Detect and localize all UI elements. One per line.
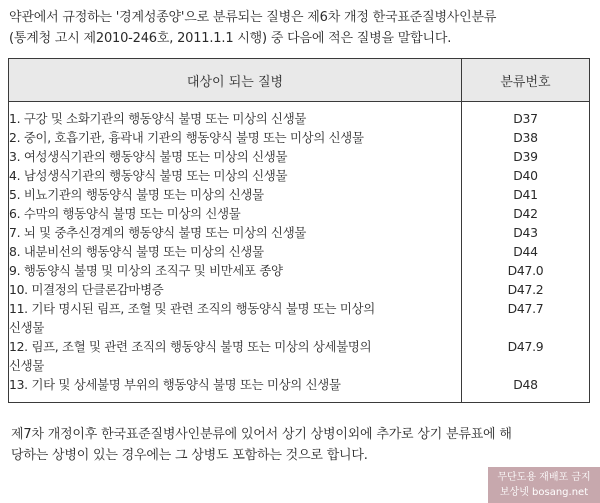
code-column-header: 분류번호 [462,59,590,102]
disease-item-line: 9. 행동양식 불명 및 미상의 조직구 및 비만세포 종양 [9,263,283,278]
disease-item [9,299,461,337]
disease-code: D47.2 [507,282,544,297]
disease-item [9,223,461,242]
disease-code: D38 [513,130,538,145]
disease-item [9,375,461,402]
disease-code: D41 [513,187,538,202]
disease-list-cell [9,102,462,403]
disease-code-table [8,58,590,403]
disease-code: D40 [513,168,538,183]
footer-note [11,424,593,466]
disease-item-line: 8. 내분비선의 행동양식 불명 또는 미상의 신생물 [9,244,264,259]
disease-item [9,280,461,299]
disease-item-line: 10. 미결정의 단클론감마병증 [9,282,164,297]
disease-item-line: 신생물 [9,320,45,335]
disease-item-line: 4. 남성생식기관의 행동양식 불명 또는 미상의 신생물 [9,168,288,183]
disease-item [9,185,461,204]
watermark-line: 보상넷 bosang.net [499,487,589,498]
disease-code: D47.9 [507,339,544,354]
intro-paragraph [9,7,594,49]
intro-line: 약관에서 규정하는 '경계성종양'으로 분류되는 질병은 제6차 개정 한국표준질병사인분류 [9,10,497,25]
watermark-line: 무단도용 재배포 금지 [497,472,591,483]
code-list-cell [462,102,590,403]
disease-item [9,147,461,166]
disease-code: D47.0 [507,263,544,278]
disease-code: D42 [513,206,538,221]
disease-item-line: 3. 여성생식기관의 행동양식 불명 또는 미상의 신생물 [9,149,288,164]
disease-item-line: 5. 비뇨기관의 행동양식 불명 또는 미상의 신생물 [9,187,264,202]
disease-item [9,204,461,223]
disease-item-line: 12. 림프, 조혈 및 관련 조직의 행동양식 불명 또는 미상의 상세불명의 [9,339,372,354]
footer-line: 제7차 개정이후 한국표준질병사인분류에 있어서 상기 상병이외에 추가로 상기 분류표에 해 [11,427,512,442]
disease-item [9,242,461,261]
disease-code: D43 [513,225,538,240]
disease-code: D39 [513,149,538,164]
table-header-row [9,59,590,102]
disease-code: D37 [513,111,538,126]
disease-item [9,166,461,185]
disease-item-line: 2. 중이, 호흡기관, 흉곽내 기관의 행동양식 불명 또는 미상의 신생물 [9,130,364,145]
disease-item-line: 신생물 [9,358,45,373]
disease-item [9,128,461,147]
disease-item [9,337,461,375]
disease-code: D44 [513,244,538,259]
footer-line: 당하는 상병이 있는 경우에는 그 상병도 포함하는 것으로 합니다. [11,448,368,463]
disease-item-line: 6. 수막의 행동양식 불명 또는 미상의 신생물 [9,206,241,221]
copyright-watermark [488,467,600,503]
disease-item [9,261,461,280]
disease-item-line: 1. 구강 및 소화기관의 행동양식 불명 또는 미상의 신생물 [9,111,307,126]
disease-item-line: 13. 기타 및 상세불명 부위의 행동양식 불명 또는 미상의 신생물 [9,377,341,392]
disease-column-header: 대상이 되는 질병 [9,59,462,102]
intro-line: (통계청 고시 제2010-246호, 2011.1.1 시행) 중 다음에 적은 질병을 말합니다. [9,31,452,46]
disease-item-line: 11. 기타 명시된 림프, 조혈 및 관련 조직의 행동양식 불명 또는 미상의 [9,301,375,316]
disease-item [9,102,461,128]
disease-code: D47.7 [507,301,544,316]
table-body-row [9,102,590,403]
disease-item-line: 7. 뇌 및 중추신경계의 행동양식 불명 또는 미상의 신생물 [9,225,307,240]
disease-code: D48 [513,377,538,392]
